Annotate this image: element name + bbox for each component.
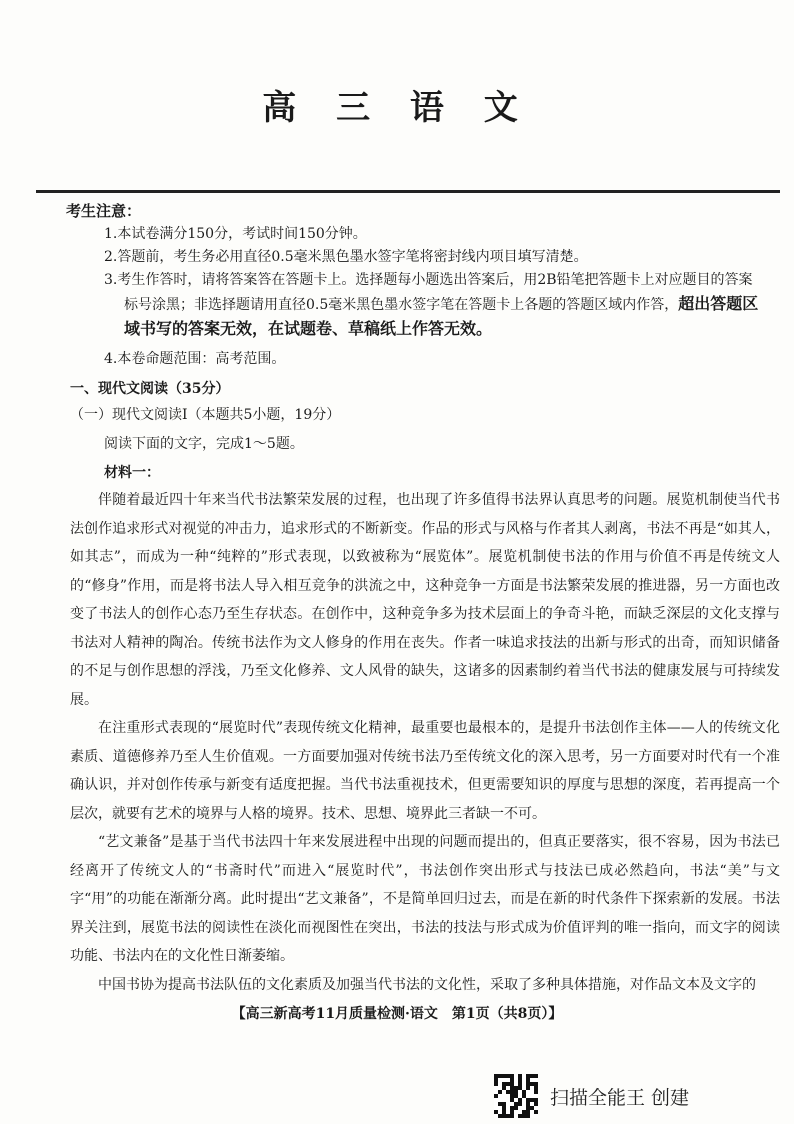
notice-item-3: 3.考生作答时，请将答案答在答题卡上。选择题每小题选出答案后，用2B铅笔把答题卡上对应题目的答案 (104, 272, 753, 288)
notice-heading: 考生注意： (66, 202, 142, 220)
notice-item-3-bold-b: 域书写的答案无效，在试题卷、草稿纸上作答无效。 (124, 319, 493, 338)
material-label: 材料一： (104, 465, 160, 481)
header-divider (36, 190, 780, 193)
scanner-text: 扫描全能王 创建 (550, 1086, 690, 1109)
scanner-watermark (494, 1072, 689, 1120)
notice-item-3-continued (124, 292, 790, 317)
notice-item-2: 2.答题前，考生务必用直径0.5毫米黑色墨水签字笔将密封线内项目填写清楚。 (104, 249, 588, 265)
subsection-heading: （一）现代文阅读Ⅰ（本题共5小题，19分） (70, 407, 341, 423)
paragraph: 中国书协为提高书法队伍的文化素质及加强当代书法的文化性，采取了多种具体措施，对作品文本及文字的 (98, 976, 756, 993)
paragraph: 在注重形式表现的“展览时代”表现传统文化精神，最重要也最根本的，是提升书法创作主体——人的传统文化素质、道德修养乃至人生价值观。一方面要加强对传统书法乃至传统文化的深入思考，另一方面要对时代有一个准确认识，并对创作传承与新变有适度把握。当代书法重视技术，但更需要知识的厚度与思想的深度，若再提高一个层次，就要有艺术的境界与人格的境界。技术、思想、境界此三者缺一不可。 (70, 720, 780, 822)
paragraph: “艺文兼备”是基于当代书法四十年来发展进程中出现的问题而提出的，但真正要落实，很不容易，因为书法已经离开了传统文人的“书斋时代”而进入“展览时代”，书法创作突出形式与技法已成必然趋向，书法“美”与文字“用”的功能在渐渐分离。此时提出“艺文兼备”，不是简单回归过去，而是在新的时代条件下探索新的发展。书法界关注到，展览书法的阅读性在淡化而视图性在突出，书法的技法与形式成为价值评判的唯一指向，而文字的阅读功能、书法内在的文化性日渐萎缩。 (70, 834, 780, 964)
section-heading: 一、现代文阅读（35分） (70, 381, 230, 397)
notice-item-3-bold-a: 超出答题区 (678, 294, 759, 313)
notice-item-4: 4.本卷命题范围：高考范围。 (104, 351, 286, 367)
reading-passage (70, 486, 780, 999)
notice-item-1: 1.本试卷满分150分，考试时间150分钟。 (104, 226, 367, 242)
notice-item-3-plain: 标号涂黑；非选择题请用直径0.5毫米黑色墨水签字笔在答题卡上各题的答题区域内作答， (124, 297, 679, 313)
page-title: 高 三 语 文 (262, 88, 532, 128)
page-footer: 【高三新高考11月质量检测·语文 第1页（共8页）】 (231, 1006, 563, 1022)
notice-block (66, 200, 790, 371)
paragraph: 伴随着最近四十年来当代书法繁荣发展的过程，也出现了许多值得书法界认真思考的问题。展览机制使当代书法创作追求形式对视觉的冲击力，追求形式的不断新变。作品的形式与风格与作者其人剥离，书法不再是“如其人，如其志”，而成为一种“纯粹的”形式表现，以致被称为“展览体”。展览机制使书法的作用与价值不再是传统文人的“修身”作用，而是将书法人导入相互竞争的洪流之中，这种竞争一方面是书法繁荣发展的推进器，另一方面也改变了书法人的创作心态乃至生存状态。在创作中，这种竞争多为技术层面上的争奇斗艳，而缺乏深层的文化支撑与书法对人精神的陶冶。传统书法作为文人修身的作用在丧失。作者一味追求技法的出新与形式的出奇，而知识储备的不足与创作思想的浮浅，乃至文化修养、文人风骨的缺失，这诸多的因素制约着当代书法的健康发展与可持续发展。 (70, 492, 780, 708)
qr-code-icon (494, 1074, 538, 1118)
instruction: 阅读下面的文字，完成1～5题。 (104, 436, 304, 452)
